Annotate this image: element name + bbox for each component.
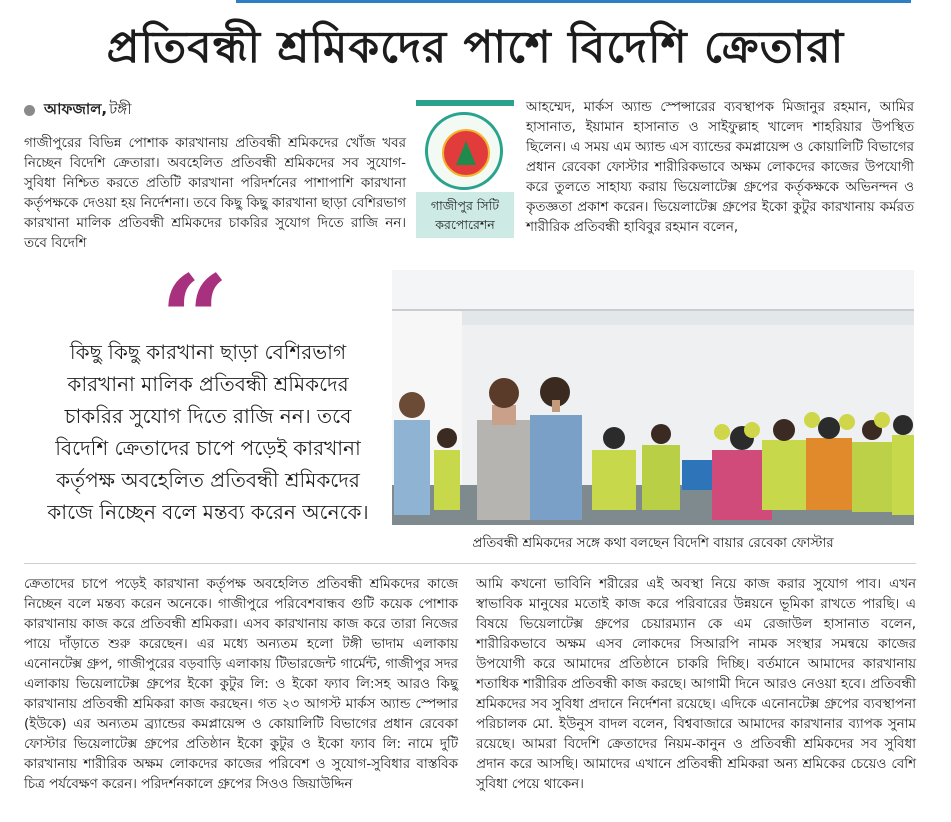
- logo-caption-line1: গাজীপুর সিটি: [430, 198, 500, 213]
- article-paragraph-1: গাজীপুরের বিভিন্ন পোশাক কারখানায় প্রতিবন্ধী শ্রমিকদের খোঁজ খবর নিচ্ছেন বিদেশি ক্রেতারা। অবহেলিত প্রতিবন্ধী শ্রমিকদের সব সুযোগ-সুবিধা নিশ্চিত করতে প্রতিটি কারখানা পরিদর্শনের পাশাপাশি কারখানা কর্তৃপক্ষকে দেওয়া হয় নির্দেশনা। তবে কিছু কিছু কারখানা ছাড়া বেশিরভাগ কারখানা মালিক প্রতিবন্ধী শ্রমিকদের চাকরির সুযোগ দিতে রাজি নন। তবে বিদেশি: [24, 136, 406, 251]
- byline: [24, 98, 132, 123]
- article-paragraph-4: আমি কখনো ভাবিনি শরীরের এই অবস্থা নিয়ে কাজ করার সুযোগ পাব। এখন স্বাভাবিক মানুষের মতোই কাজ করে পরিবারের উন্নয়নে ভূমিকা রাখতে পারছি। এ বিষয়ে ভিয়েলাটেক্স গ্রুপের চেয়ারম্যান কে এম রেজাউল হাসানাত বলেন, শারীরিকভাবে অক্ষম এসব লোকদের সিআরপি নামক সংস্থার সমন্বয়ে কাজের উপযোগী করে আমাদের প্রতিষ্ঠানে চাকরি দিচ্ছি। বর্তমানে আমাদের কারখানায় শতাধিক শারীরিক প্রতিবন্ধী কাজ করছে। আগামী দিনে আরও নেওয়া হবে। প্রতিবন্ধী শ্রমিকদের সব সুবিধা প্রদানে নির্দেশনা রয়েছে। এদিকে এনোনটেক্স গ্রুপের ব্যবস্থাপনা পরিচালক মো. ইউনুস বাদল বলেন, বিশ্ববাজারে আমাদের কারখানার ব্যাপক সুনাম রয়েছে। আমরা বিদেশি ক্রেতাদের নিয়ম-কানুন ও প্রতিবন্ধী শ্রমিকদের সব সুবিধা প্রদান করে আসছি। আমাদের এখানে প্রতিবন্ধী শ্রমিকরা অন্য শ্রমিকের চেয়েও বেশি সুবিধা পেয়ে থাকেন।: [476, 577, 916, 792]
- quote-mark-icon: “: [160, 249, 230, 390]
- city-corporation-logo-box: [416, 100, 514, 238]
- article-paragraph-3: ক্রেতাদের চাপে পড়েই কারখানা কর্তৃপক্ষ অবহেলিত প্রতিবন্ধী শ্রমিকদের কাজে নিচ্ছেন বলে মন্তব্য করেন অনেকে। গাজীপুরে পরিবেশবান্ধব গুটি কয়েক পোশাক কারখানায় কাজ করে প্রতিবন্ধী শ্রমিকরা। এসব কারখানায় কাজ করে তারা নিজের পায়ে দাঁড়াতে শুরু করেছেন। এর মধ্যে অন্যতম হলো টঙ্গী ভাদাম এলাকায় এনোনটেক্স গ্রুপ, গাজীপুরের বড়বাড়ি এলাকায় টিভারজেন্ট গার্মেন্ট, গাজীপুর সদর এলাকায় ভিয়েলাটেক্স গ্রুপের ইকো কুটুর লি: ও ইকো ফ্যাব লি:সহ আরও কিছু কারখানায় প্রতিবন্ধী শ্রমিকরা কাজ করছেন। গত ২৩ আগস্ট মার্কস অ্যান্ড স্পেন্সার (ইউকে) এর অন্যতম ব্র্যান্ডের কমপ্লায়েন্স ও কোয়ালিটি বিভাগের প্রধান রেবেকা ফোস্টার ভিয়েলাটেক্স গ্রুপের প্রতিষ্ঠান ইকো কুটুর ও ইকো ফ্যাব লি: নামে দুটি কারখানায় শারীরিক অক্ষম লোকদের কাজের পরিবেশ ও সুযোগ-সুবিধার বাস্তবিক চিত্র পর্যবেক্ষণ করেন। পরিদর্শনকালে গ্রুপের সিওও জিয়াউদ্দিন: [24, 577, 458, 792]
- article-photo: [392, 270, 914, 525]
- factory-meeting-illustration: [392, 270, 914, 525]
- seal-mark: [456, 141, 476, 165]
- headline: প্রতিবন্ধী শ্রমিকদের পাশে বিদেশি ক্রেতারা: [106, 22, 845, 73]
- logo-top-bar: [416, 100, 514, 106]
- article-paragraph-2: আহম্মেদ, মার্কস অ্যান্ড স্পেন্সারের ব্যবস্থাপক মিজানুর রহমান, আমির হাসানাত, ইয়ামান হাসানাত ও সাইফুল্লাহ খালেদ শাহরিয়ার উপস্থিত ছিলেন। এ সময় এম অ্যান্ড এস ব্যান্ডের কমপ্লায়েন্স ও কোয়ালিটি বিভাগের প্রধান রেবেকা ফোস্টার শারীরিকভাবে অক্ষম লোকদের কাজের উপযোগী করে তুলতে সাহায্য করায় ভিয়েলাটেক্স গ্রুপের কর্তৃকক্ষকে অভিনন্দন ও কৃতজ্ঞতা প্রকাশ করেন। ভিয়েলাটেক্স গ্রুপের ইকো কুটুর কারখানায় কর্মরত শারীরিক প্রতিবন্ধী হাবিবুর রহমান বলেন,: [526, 100, 914, 235]
- logo-caption: [416, 192, 514, 238]
- section-divider: [24, 563, 916, 564]
- photo-caption: প্রতিবন্ধী শ্রমিকদের সঙ্গে কথা বলছেন বিদেশি বায়ার রেবেকা ফোস্টার: [472, 536, 834, 551]
- bullet-dot-icon: [24, 105, 35, 116]
- byline-author: আফজাল,: [44, 100, 108, 118]
- seal-inner-circle: [442, 129, 490, 177]
- city-corporation-seal-icon: [425, 112, 503, 190]
- top-accent-line: [236, 0, 911, 3]
- byline-place: টঙ্গী: [109, 100, 132, 118]
- logo-caption-line2: করপোরেশন: [435, 217, 495, 232]
- pullquote: কিছু কিছু কারখানা ছাড়া বেশিরভাগ কারখানা মালিক প্রতিবন্ধী শ্রমিকদের চাকরির সুযোগ দিতে রাজি নন। তবে বিদেশি ক্রেতাদের চাপে পড়েই কারখানা কর্তৃপক্ষ অবহেলিত প্রতিবন্ধী শ্রমিকদের কাজে নিচ্ছেন বলে মন্তব্য করেন অনেকে।: [47, 340, 369, 524]
